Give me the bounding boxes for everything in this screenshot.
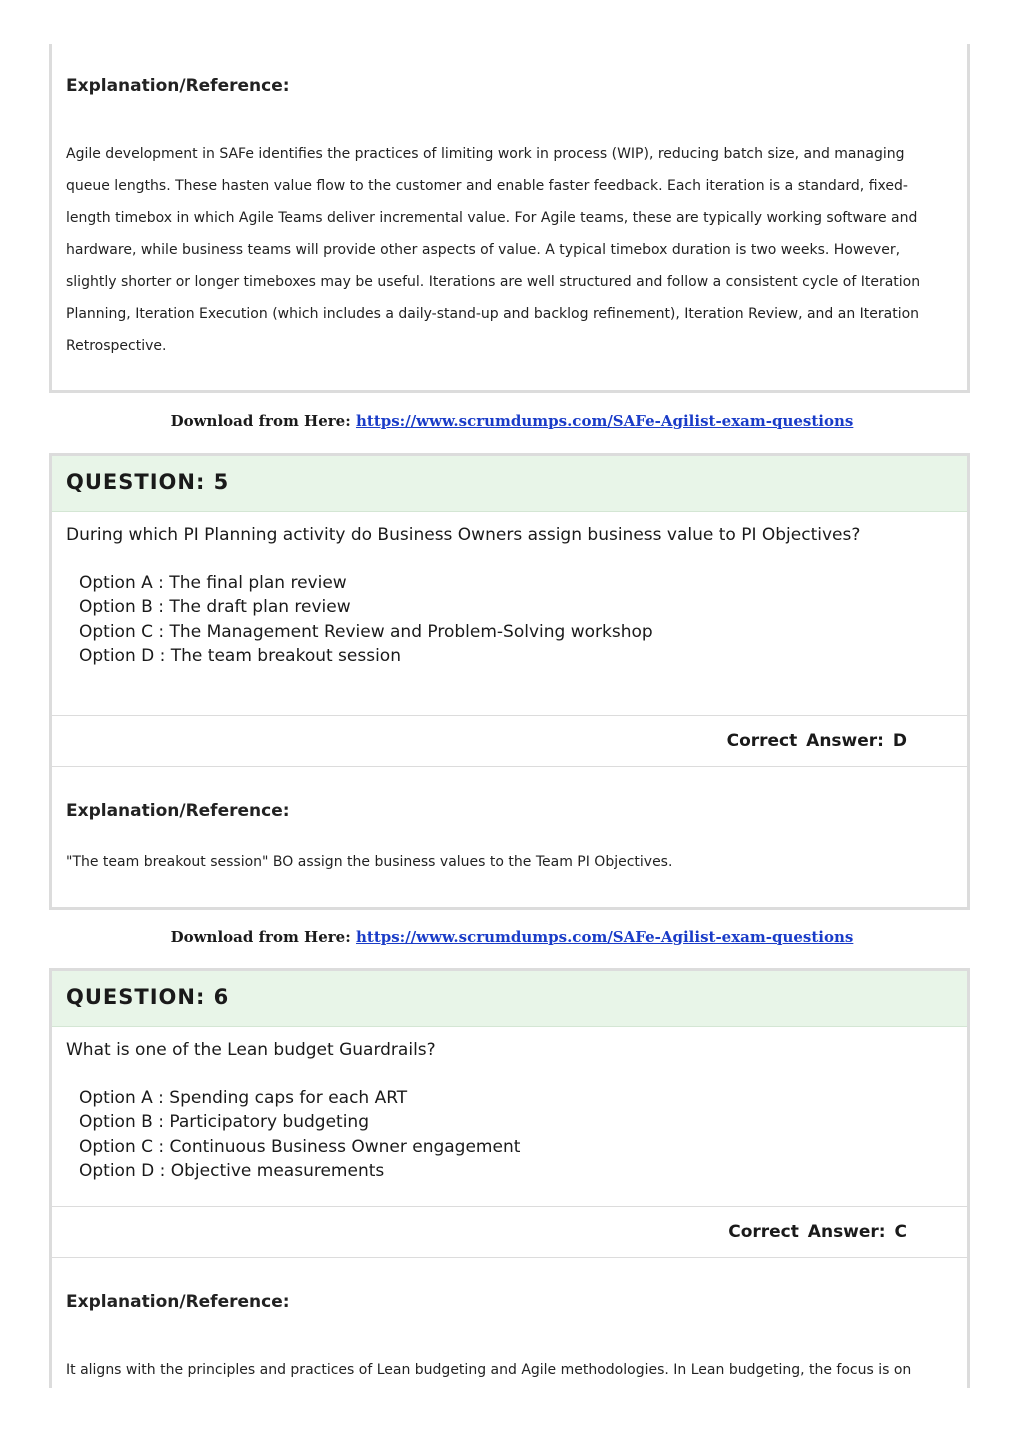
- options-list: [79, 1086, 520, 1183]
- option-b: Option B : The draft plan review: [79, 597, 351, 618]
- question-text: What is one of the Lean budget Guardrails?: [66, 1040, 436, 1060]
- option-b: Option B : Participatory budgeting: [79, 1112, 369, 1133]
- question-card-5: [49, 453, 970, 910]
- correct-answer: Correct Answer: D: [726, 731, 907, 751]
- download-line: [0, 412, 1024, 430]
- option-a: Option A : The final plan review: [79, 573, 347, 593]
- download-link[interactable]: https://www.scrumdumps.com/SAFe-Agilist-exam-questions: [355, 412, 854, 430]
- download-label: Download from Here:: [170, 928, 351, 946]
- option-d: Option D : The team breakout session: [79, 645, 401, 666]
- question-header: [52, 971, 967, 1027]
- download-link[interactable]: https://www.scrumdumps.com/SAFe-Agilist-exam-questions: [355, 928, 854, 946]
- explanation-text: It aligns with the principles and practices of Lean budgeting and Agile methodologies. In Lean budgeting, the focus is on: [66, 1362, 912, 1378]
- divider: [52, 715, 967, 716]
- download-label: Download from Here:: [170, 412, 351, 430]
- divider: [52, 1257, 967, 1258]
- option-d: Option D : Objective measurements: [79, 1160, 385, 1181]
- divider: [52, 1206, 967, 1207]
- explanation-title: Explanation/Reference:: [66, 76, 290, 96]
- explanation-block-q4: [49, 44, 970, 393]
- explanation-title: Explanation/Reference:: [66, 1292, 290, 1312]
- correct-answer: Correct Answer: C: [728, 1222, 907, 1242]
- explanation-text: "The team breakout session" BO assign the business values to the Team PI Objectives.: [66, 854, 673, 870]
- download-line: [0, 928, 1024, 946]
- question-number: QUESTION: 6: [66, 985, 230, 1009]
- question-header: [52, 456, 967, 512]
- option-c: Option C : Continuous Business Owner engagement: [79, 1136, 521, 1157]
- explanation-text: Agile development in SAFe identifies the practices of limiting work in process (WIP), reducing batch size, and managing queue lengths. These hasten value flow to the customer and enable faster feedback. Each iteration is a standard, fixed-length timebox in which Agile Teams deliver incremental value. For Agile teams, these are typically working software and hardware, while business teams will provide other aspects of value. A typical timebox duration is two weeks. However, slightly shorter or longer timeboxes may be useful. Iterations are well structured and follow a consistent cycle of Iteration Planning, Iteration Execution (which includes a daily-stand-up and backlog refinement), Iteration Review, and an Iteration Retrospective.: [66, 146, 921, 354]
- question-text: During which PI Planning activity do Business Owners assign business value to PI Objectives?: [66, 525, 861, 545]
- question-card-6: [49, 968, 970, 1388]
- option-c: Option C : The Management Review and Problem-Solving workshop: [79, 621, 653, 642]
- explanation-title: Explanation/Reference:: [66, 801, 290, 821]
- options-list: [79, 571, 653, 668]
- divider: [52, 766, 967, 767]
- question-number: QUESTION: 5: [66, 470, 230, 494]
- option-a: Option A : Spending caps for each ART: [79, 1088, 408, 1108]
